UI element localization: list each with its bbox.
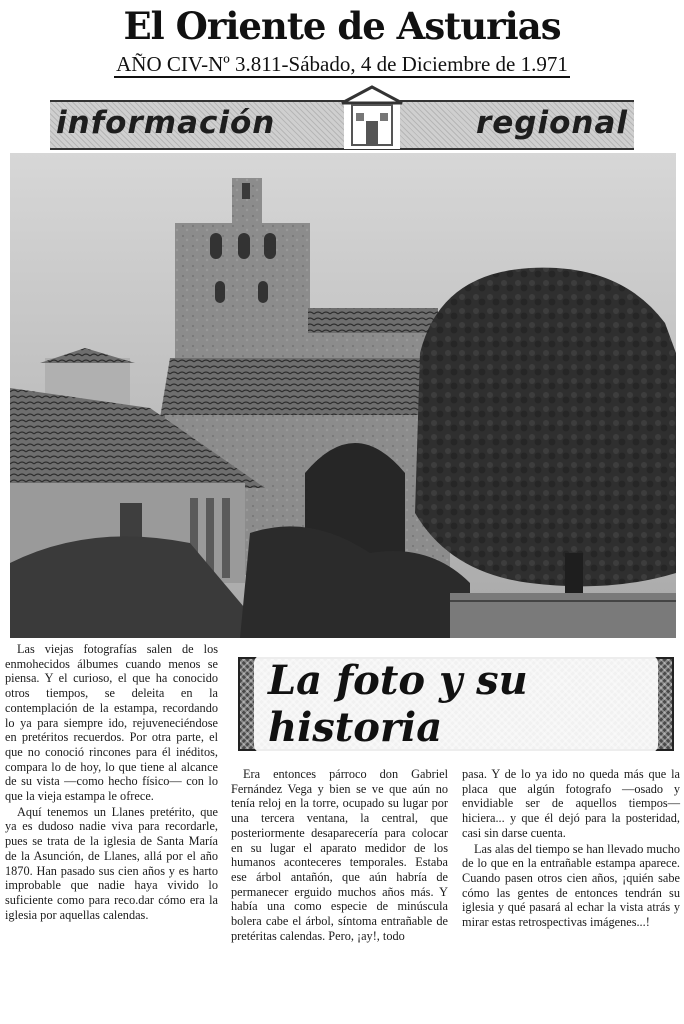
feature-logo xyxy=(238,657,674,751)
church-emblem-icon xyxy=(340,85,404,149)
article-column-1 xyxy=(5,642,218,922)
article-paragraph: Las alas del tiempo se han llevado mucho de lo que en la entrañable estampa aparece. Cuando pasen otros cien años, ¡quién sabe cómo las gentes de entonces tendrán su iglesia y qué pasará al echar la vista atrás y mirar estas retrospectivas imágenes...! xyxy=(462,841,680,930)
feature-logo-text: La foto y su historia xyxy=(254,655,658,753)
article-paragraph: Las viejas fotografías salen de los enmohecidos álbumes cuando menos se piensa. Y el curioso, el que ha conocido otros tiempos, se deleita en la contemplación de la estampa, recordando lo ya para siempre ido, rejuveneciéndose en pretéritos recuerdos. Por otra parte, el que no conoció rincones para él inéditos, compara lo de hoy, lo que tiene al alcance de su vista —como hecho físico— con lo que la vieja estampa le ofrece. xyxy=(5,642,218,804)
feature-logo-inner xyxy=(254,657,658,751)
historic-church-photo xyxy=(10,153,676,638)
article-column-2 xyxy=(231,767,448,943)
section-banner xyxy=(50,85,634,149)
article-paragraph: Era entonces párroco don Gabriel Fernández Vega y bien se ve que aún no tenía reloj en la torre, ocupado su lugar por una tercera ventana, la central, que posteriormente desaparecería para colocar en su lugar el aparato medidor de los humanos aconteceres temporales. Estaba ese árbol antañón, que aún habría de permanecer erguido muchos años más. Y había una como especie de minúscula bolera cabe el árbol, síntoma entrañable de pretéritas calendas. Pero, ¡ay!, todo xyxy=(231,767,448,943)
church-tower-photo xyxy=(10,153,676,638)
banner-word-regional: regional xyxy=(475,105,628,141)
newspaper-masthead: El Oriente de Asturias xyxy=(123,4,561,48)
article-paragraph: Aquí tenemos un Llanes pretérito, que ya es dudoso nadie viva para recordarle, pues se trata de la iglesia de Santa María de la Asunción, de Llanes, allá por el año 1870. Han pasado sus cien años y es harto improbable que nadie haya vivido lo suficiente como para reco.dar cómo era la iglesia por aquellas calendas. xyxy=(5,804,218,922)
article-column-3 xyxy=(462,767,680,930)
banner-word-informacion: información xyxy=(56,105,276,141)
article-paragraph: pasa. Y de lo ya ido no queda más que la placa que algún fotografo —osado y envidiable ser de aquellos tiempos— hiciera... y que él dejó para la posteridad, casi sin darse cuenta. xyxy=(462,767,680,840)
issue-date: AÑO CIV-Nº 3.811-Sábado, 4 de Diciembre de 1.971 xyxy=(116,52,568,76)
issue-line xyxy=(0,52,684,77)
